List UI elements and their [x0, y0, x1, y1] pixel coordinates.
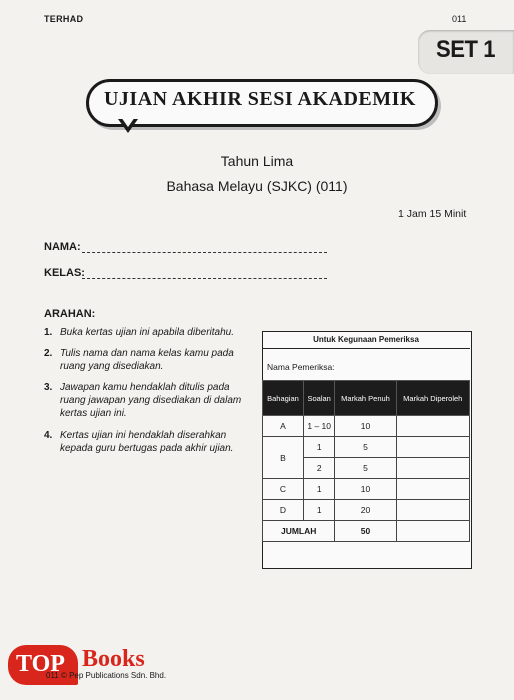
soalan-cell: 1: [303, 437, 334, 458]
bahagian-cell: A: [263, 416, 304, 437]
instruction-number: 1.: [44, 327, 53, 338]
total-row: [263, 521, 470, 542]
table-row: [263, 416, 470, 437]
soalan-cell: 2: [303, 458, 334, 479]
column-header: Bahagian: [263, 381, 304, 416]
subject-title: Bahasa Melayu (SJKC) (011): [166, 178, 348, 194]
markah-penuh-cell: 20: [335, 500, 396, 521]
instruction-item: [44, 381, 256, 423]
examiner-box-title: Untuk Kegunaan Pemeriksa: [313, 335, 419, 344]
markah-diperoleh-cell[interactable]: [396, 437, 469, 458]
markah-penuh-cell: 5: [335, 437, 396, 458]
instruction-text: Kertas ujian ini hendaklah diserahkan kepada guru bertugas pada akhir ujian.: [60, 430, 234, 454]
total-obtained-cell[interactable]: [396, 521, 469, 542]
column-header: Soalan: [303, 381, 334, 416]
markah-diperoleh-cell[interactable]: [396, 458, 469, 479]
arahan-heading: ARAHAN:: [44, 308, 96, 320]
bahagian-cell: D: [263, 500, 304, 521]
instruction-item: [44, 326, 256, 340]
total-label: JUMLAH: [263, 521, 335, 542]
bahagian-cell: B: [263, 437, 304, 479]
nama-field[interactable]: [82, 252, 327, 253]
classification-label: TERHAD: [44, 14, 84, 24]
instruction-text: Jawapan kamu hendaklah ditulis pada ruang jawapan yang disediakan di dalam kertas ujian ini.: [60, 382, 242, 419]
soalan-cell: 1 – 10: [303, 416, 334, 437]
markah-penuh-cell: 10: [335, 479, 396, 500]
nama-label: NAMA:: [44, 241, 81, 253]
instruction-number: 3.: [44, 382, 53, 393]
examiner-name-label: Nama Pemeriksa:: [267, 362, 335, 372]
set-badge: SET 1: [436, 36, 496, 63]
logo-books-text: Books: [82, 646, 145, 672]
footer-copyright: 011 © Pep Publications Sdn. Bhd.: [46, 671, 167, 680]
instruction-number: 4.: [44, 430, 53, 441]
table-row: [263, 437, 470, 458]
soalan-cell: 1: [303, 479, 334, 500]
markah-diperoleh-cell[interactable]: [396, 479, 469, 500]
bahagian-cell: C: [263, 479, 304, 500]
markah-penuh-cell: 10: [335, 416, 396, 437]
table-row: [263, 479, 470, 500]
markah-penuh-cell: 5: [335, 458, 396, 479]
year-title: Tahun Lima: [220, 153, 294, 169]
markah-diperoleh-cell[interactable]: [396, 416, 469, 437]
kelas-field[interactable]: [82, 278, 327, 279]
duration: 1 Jam 15 Minit: [398, 208, 467, 220]
instruction-number: 2.: [44, 348, 53, 359]
table-header-row: [263, 381, 470, 416]
logo-top-text: TOP: [16, 651, 65, 677]
paper-code: 011: [452, 14, 467, 24]
instruction-item: [44, 429, 256, 457]
banner-title: UJIAN AKHIR SESI AKADEMIK: [103, 88, 416, 110]
instruction-text: Buka kertas ujian ini apabila diberitahu.: [60, 327, 234, 338]
column-header: Markah Diperoleh: [396, 381, 469, 416]
instruction-item: [44, 347, 256, 375]
total-value: 50: [335, 521, 396, 542]
instruction-text: Tulis nama dan nama kelas kamu pada ruang yang disediakan.: [60, 348, 234, 372]
soalan-cell: 1: [303, 500, 334, 521]
markah-diperoleh-cell[interactable]: [396, 500, 469, 521]
kelas-label: KELAS:: [44, 267, 85, 279]
column-header: Markah Penuh: [335, 381, 396, 416]
table-row: [263, 500, 470, 521]
marks-table: [262, 380, 470, 542]
